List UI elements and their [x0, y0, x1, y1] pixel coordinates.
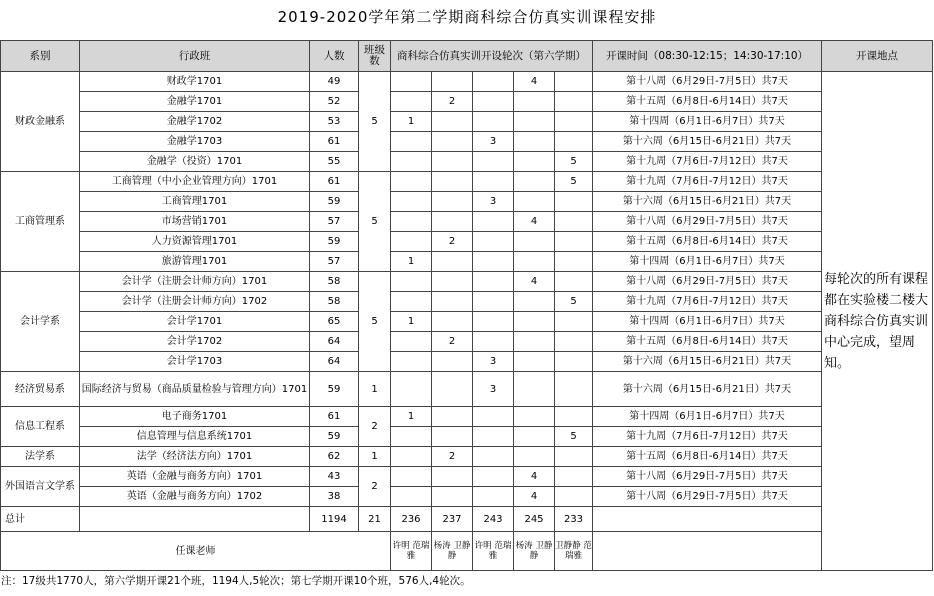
time-cell: 第十九周（7月6日-7月12日）共7天 [593, 152, 822, 172]
dept-cell: 财政金融系 [1, 72, 80, 172]
teachers-round-4: 杨涛 卫静静 [514, 532, 555, 571]
round-cell-5: 5 [555, 152, 593, 172]
table-row [1, 192, 933, 212]
round-cell-5 [555, 212, 593, 232]
round-cell-1 [391, 232, 432, 252]
num-classes-cell: 5 [359, 172, 391, 272]
class-cell: 人力资源管理1701 [80, 232, 310, 252]
totals-label: 总计 [1, 507, 80, 532]
count-cell: 57 [310, 252, 359, 272]
table-row [1, 172, 933, 192]
round-cell-2 [432, 212, 473, 232]
round-cell-4: 4 [514, 467, 555, 487]
round-cell-5 [555, 487, 593, 507]
round-cell-4 [514, 292, 555, 312]
time-cell: 第十五周（6月8日-6月14日）共7天 [593, 332, 822, 352]
count-cell: 62 [310, 447, 359, 467]
table-row [1, 272, 933, 292]
teachers-round-3: 许明 范瑞雅 [473, 532, 514, 571]
round-cell-1 [391, 332, 432, 352]
class-cell: 会计学1701 [80, 312, 310, 332]
round-cell-3 [473, 172, 514, 192]
round-cell-4 [514, 252, 555, 272]
round-cell-4 [514, 372, 555, 407]
teachers-row [1, 532, 933, 571]
table-row [1, 487, 933, 507]
round-cell-2 [432, 312, 473, 332]
table-row [1, 72, 933, 92]
round-cell-1: 1 [391, 112, 432, 132]
round-cell-3 [473, 72, 514, 92]
class-cell: 信息管理与信息系统1701 [80, 427, 310, 447]
class-cell: 旅游管理1701 [80, 252, 310, 272]
round-cell-5 [555, 252, 593, 272]
table-row [1, 372, 933, 407]
totals-round-3: 243 [473, 507, 514, 532]
count-cell: 59 [310, 427, 359, 447]
round-cell-2 [432, 487, 473, 507]
round-cell-2: 2 [432, 232, 473, 252]
time-cell: 第十五周（6月8日-6月14日）共7天 [593, 232, 822, 252]
round-cell-5 [555, 407, 593, 427]
count-cell: 64 [310, 352, 359, 372]
table-row [1, 467, 933, 487]
round-cell-3 [473, 252, 514, 272]
header-row [1, 41, 933, 72]
class-cell: 市场营销1701 [80, 212, 310, 232]
table-row [1, 232, 933, 252]
class-cell: 金融学1703 [80, 132, 310, 152]
header-time: 开课时间（08:30-12:15；14:30-17:10） [593, 41, 822, 72]
round-cell-5 [555, 332, 593, 352]
round-cell-3 [473, 112, 514, 132]
time-cell: 第十六周（6月15日-6月21日）共7天 [593, 352, 822, 372]
class-cell: 国际经济与贸易（商品质量检验与管理方向）1701 [80, 372, 310, 407]
round-cell-2 [432, 132, 473, 152]
round-cell-1 [391, 272, 432, 292]
round-cell-1 [391, 352, 432, 372]
round-cell-2 [432, 292, 473, 312]
round-cell-3 [473, 152, 514, 172]
round-cell-2 [432, 427, 473, 447]
time-cell: 第十九周（7月6日-7月12日）共7天 [593, 427, 822, 447]
dept-cell: 会计学系 [1, 272, 80, 372]
header-location: 开课地点 [822, 41, 933, 72]
round-cell-3 [473, 487, 514, 507]
table-row [1, 407, 933, 427]
class-cell: 金融学1702 [80, 112, 310, 132]
count-cell: 55 [310, 152, 359, 172]
num-classes-cell: 2 [359, 407, 391, 447]
count-cell: 49 [310, 72, 359, 92]
round-cell-2 [432, 467, 473, 487]
time-cell: 第十六周（6月15日-6月21日）共7天 [593, 372, 822, 407]
round-cell-5 [555, 312, 593, 332]
class-cell: 英语（金融与商务方向）1702 [80, 487, 310, 507]
round-cell-2 [432, 407, 473, 427]
class-cell: 财政学1701 [80, 72, 310, 92]
page-title: 2019-2020学年第二学期商科综合仿真实训课程安排 [277, 8, 657, 26]
time-cell: 第十八周（6月29日-7月5日）共7天 [593, 467, 822, 487]
class-cell: 会计学（注册会计师方向）1701 [80, 272, 310, 292]
round-cell-3 [473, 447, 514, 467]
round-cell-5: 5 [555, 427, 593, 447]
count-cell: 65 [310, 312, 359, 332]
count-cell: 61 [310, 407, 359, 427]
header-num-classes: 班级数 [359, 41, 391, 72]
count-cell: 59 [310, 192, 359, 212]
class-cell: 会计学1702 [80, 332, 310, 352]
table-row [1, 447, 933, 467]
round-cell-1 [391, 372, 432, 407]
num-classes-cell: 1 [359, 447, 391, 467]
table-row [1, 212, 933, 232]
num-classes-cell: 5 [359, 272, 391, 372]
table-row [1, 427, 933, 447]
round-cell-3 [473, 312, 514, 332]
teachers-round-5: 卫静静 范瑞雅 [555, 532, 593, 571]
dept-cell: 工商管理系 [1, 172, 80, 272]
round-cell-5 [555, 352, 593, 372]
round-cell-1 [391, 292, 432, 312]
time-cell: 第十四周（6月1日-6月7日）共7天 [593, 312, 822, 332]
round-cell-4 [514, 172, 555, 192]
table-row [1, 332, 933, 352]
round-cell-5 [555, 272, 593, 292]
round-cell-4 [514, 232, 555, 252]
teachers-label: 任课老师 [1, 532, 391, 571]
round-cell-3 [473, 212, 514, 232]
table-row [1, 92, 933, 112]
round-cell-4 [514, 312, 555, 332]
round-cell-5 [555, 112, 593, 132]
num-classes-cell: 2 [359, 467, 391, 507]
count-cell: 43 [310, 467, 359, 487]
round-cell-5 [555, 467, 593, 487]
round-cell-1 [391, 132, 432, 152]
round-cell-3: 3 [473, 192, 514, 212]
round-cell-3 [473, 467, 514, 487]
round-cell-3 [473, 232, 514, 252]
time-cell: 第十五周（6月8日-6月14日）共7天 [593, 92, 822, 112]
count-cell: 59 [310, 372, 359, 407]
round-cell-4 [514, 407, 555, 427]
count-cell: 57 [310, 212, 359, 232]
round-cell-1 [391, 427, 432, 447]
round-cell-1 [391, 152, 432, 172]
class-cell: 会计学1703 [80, 352, 310, 372]
round-cell-2 [432, 152, 473, 172]
round-cell-5 [555, 192, 593, 212]
schedule-table [0, 40, 933, 571]
round-cell-3 [473, 292, 514, 312]
round-cell-4: 4 [514, 72, 555, 92]
dept-cell: 法学系 [1, 447, 80, 467]
time-cell: 第十八周（6月29日-7月5日）共7天 [593, 212, 822, 232]
count-cell: 64 [310, 332, 359, 352]
round-cell-4 [514, 352, 555, 372]
round-cell-1: 1 [391, 407, 432, 427]
round-cell-2 [432, 192, 473, 212]
count-cell: 52 [310, 92, 359, 112]
round-cell-1 [391, 192, 432, 212]
header-round: 商科综合仿真实训开设轮次（第六学期） [391, 41, 593, 72]
round-cell-3 [473, 332, 514, 352]
totals-round-4: 245 [514, 507, 555, 532]
round-cell-4 [514, 92, 555, 112]
totals-classes: 21 [359, 507, 391, 532]
round-cell-1 [391, 172, 432, 192]
round-cell-3: 3 [473, 352, 514, 372]
teachers-round-2: 杨涛 卫静静 [432, 532, 473, 571]
table-row [1, 312, 933, 332]
round-cell-2 [432, 72, 473, 92]
round-cell-5 [555, 232, 593, 252]
round-cell-4 [514, 132, 555, 152]
num-classes-cell: 5 [359, 72, 391, 172]
table-row [1, 132, 933, 152]
class-cell: 金融学1701 [80, 92, 310, 112]
time-cell: 第十八周（6月29日-7月5日）共7天 [593, 487, 822, 507]
totals-time-empty [593, 507, 822, 532]
totals-round-1: 236 [391, 507, 432, 532]
location-cell: 每轮次的所有课程都在实验楼二楼大商科综合仿真实训中心完成，望周知。 [822, 72, 933, 571]
round-cell-5 [555, 72, 593, 92]
round-cell-5: 5 [555, 172, 593, 192]
round-cell-2 [432, 252, 473, 272]
time-cell: 第十八周（6月29日-7月5日）共7天 [593, 272, 822, 292]
header-dept: 系别 [1, 41, 80, 72]
time-cell: 第十五周（6月8日-6月14日）共7天 [593, 447, 822, 467]
count-cell: 61 [310, 132, 359, 152]
round-cell-5 [555, 447, 593, 467]
time-cell: 第十九周（7月6日-7月12日）共7天 [593, 172, 822, 192]
round-cell-1: 1 [391, 312, 432, 332]
round-cell-4 [514, 112, 555, 132]
class-cell: 会计学（注册会计师方向）1702 [80, 292, 310, 312]
totals-round-2: 237 [432, 507, 473, 532]
class-cell: 英语（金融与商务方向）1701 [80, 467, 310, 487]
round-cell-3 [473, 407, 514, 427]
round-cell-4: 4 [514, 487, 555, 507]
round-cell-1 [391, 447, 432, 467]
teachers-round-1: 许明 范瑞雅 [391, 532, 432, 571]
time-cell: 第十六周（6月15日-6月21日）共7天 [593, 132, 822, 152]
num-classes-cell: 1 [359, 372, 391, 407]
count-cell: 61 [310, 172, 359, 192]
round-cell-3 [473, 427, 514, 447]
dept-cell: 外国语言文学系 [1, 467, 80, 507]
round-cell-1: 1 [391, 252, 432, 272]
round-cell-1 [391, 467, 432, 487]
round-cell-4: 4 [514, 212, 555, 232]
time-cell: 第十九周（7月6日-7月12日）共7天 [593, 292, 822, 312]
class-cell: 工商管理1701 [80, 192, 310, 212]
round-cell-4 [514, 192, 555, 212]
round-cell-4 [514, 427, 555, 447]
round-cell-5: 5 [555, 292, 593, 312]
round-cell-2: 2 [432, 92, 473, 112]
class-cell: 法学（经济法方向）1701 [80, 447, 310, 467]
header-count: 人数 [310, 41, 359, 72]
round-cell-4 [514, 152, 555, 172]
round-cell-4: 4 [514, 272, 555, 292]
table-row [1, 352, 933, 372]
table-row [1, 292, 933, 312]
totals-empty [80, 507, 310, 532]
count-cell: 38 [310, 487, 359, 507]
round-cell-2 [432, 272, 473, 292]
class-cell: 工商管理（中小企业管理方向）1701 [80, 172, 310, 192]
time-cell: 第十四周（6月1日-6月7日）共7天 [593, 407, 822, 427]
round-cell-3: 3 [473, 372, 514, 407]
round-cell-2: 2 [432, 447, 473, 467]
dept-cell: 经济贸易系 [1, 372, 80, 407]
table-row [1, 112, 933, 132]
table-row [1, 252, 933, 272]
round-cell-3 [473, 92, 514, 112]
round-cell-4 [514, 447, 555, 467]
dept-cell: 信息工程系 [1, 407, 80, 447]
round-cell-2 [432, 172, 473, 192]
round-cell-1 [391, 92, 432, 112]
round-cell-1 [391, 487, 432, 507]
time-cell: 第十四周（6月1日-6月7日）共7天 [593, 252, 822, 272]
round-cell-2: 2 [432, 332, 473, 352]
totals-round-5: 233 [555, 507, 593, 532]
teachers-time-empty [593, 532, 822, 571]
count-cell: 58 [310, 292, 359, 312]
time-cell: 第十四周（6月1日-6月7日）共7天 [593, 112, 822, 132]
round-cell-3: 3 [473, 132, 514, 152]
count-cell: 53 [310, 112, 359, 132]
round-cell-1 [391, 212, 432, 232]
count-cell: 58 [310, 272, 359, 292]
round-cell-3 [473, 272, 514, 292]
round-cell-2 [432, 372, 473, 407]
round-cell-2 [432, 112, 473, 132]
time-cell: 第十六周（6月15日-6月21日）共7天 [593, 192, 822, 212]
class-cell: 电子商务1701 [80, 407, 310, 427]
totals-count: 1194 [310, 507, 359, 532]
round-cell-5 [555, 372, 593, 407]
class-cell: 金融学（投资）1701 [80, 152, 310, 172]
header-class: 行政班 [80, 41, 310, 72]
round-cell-5 [555, 132, 593, 152]
totals-row [1, 507, 933, 532]
time-cell: 第十八周（6月29日-7月5日）共7天 [593, 72, 822, 92]
footnote: 注：17级共1770人，第六学期开课21个班，1194人,5轮次；第七学期开课10个班，576人,4轮次。 [1, 575, 471, 587]
round-cell-4 [514, 332, 555, 352]
table-row [1, 152, 933, 172]
round-cell-5 [555, 92, 593, 112]
round-cell-1 [391, 72, 432, 92]
round-cell-2 [432, 352, 473, 372]
count-cell: 59 [310, 232, 359, 252]
